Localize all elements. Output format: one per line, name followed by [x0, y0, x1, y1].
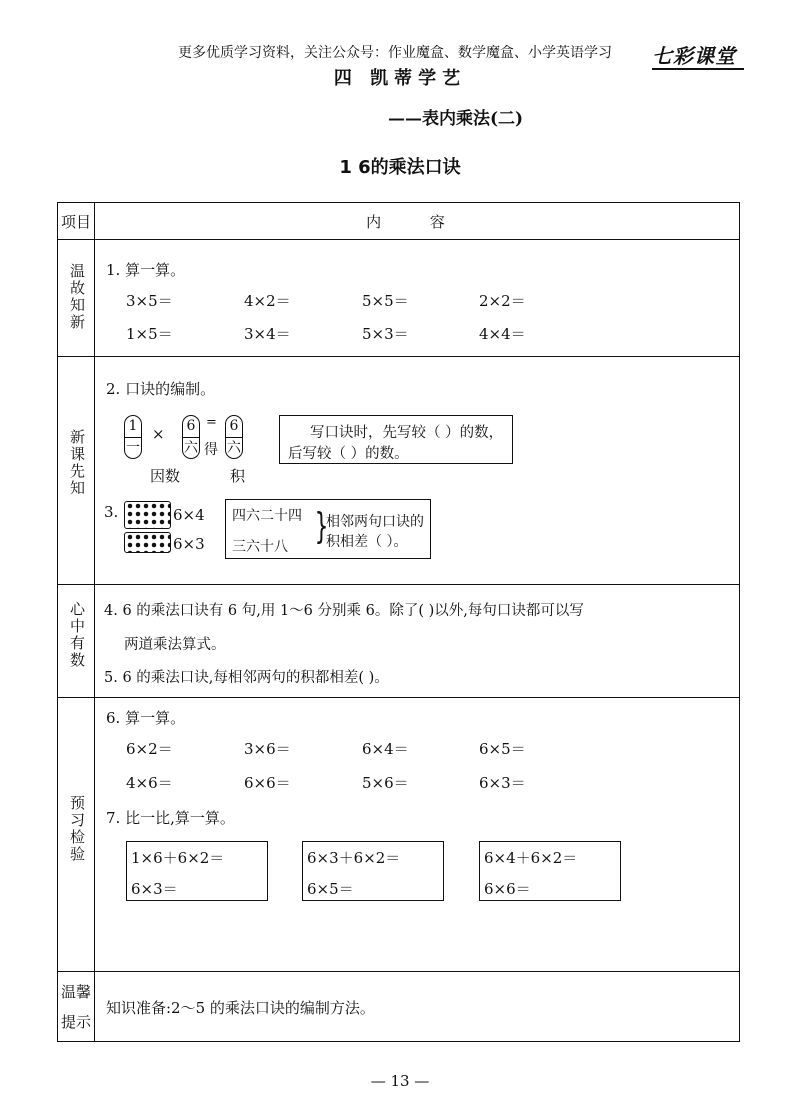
question-5: 5. 6 的乘法口诀,每相邻两句的积都相差( )。	[104, 670, 389, 686]
section-label-review: 温故知新	[68, 263, 86, 331]
product-word: 六	[227, 440, 241, 456]
compare-line-1: 6×4＋6×2＝	[484, 849, 578, 867]
note-line-2: 积相差（ ）。	[326, 534, 408, 550]
q3-expr-2: 6×3	[173, 535, 205, 553]
factor-label: 因数	[150, 467, 181, 485]
dot-array-6x3	[124, 532, 171, 553]
q6-expr: 6×5＝	[479, 740, 526, 758]
col-header-content: 内 容	[366, 213, 467, 231]
rhyme-line-1: 四六二十四	[232, 508, 302, 524]
factor-2-capsule	[182, 415, 200, 459]
q6-expr: 6×6＝	[244, 774, 291, 792]
q6-expr: 4×6＝	[126, 774, 173, 792]
compare-line-2: 6×6＝	[484, 880, 531, 898]
row-divider	[58, 584, 739, 585]
rhyme-line-2: 三六十八	[232, 539, 288, 555]
factor-1-word: 一	[126, 440, 140, 456]
compare-line-2: 6×5＝	[307, 880, 354, 898]
section-label-new-lesson: 新课先知	[68, 429, 86, 497]
q6-expr: 3×6＝	[244, 740, 291, 758]
column-divider	[94, 203, 95, 1041]
q1-expr: 2×2＝	[479, 292, 526, 310]
q6-expr: 6×4＝	[362, 740, 409, 758]
q1-expr: 5×3＝	[362, 325, 409, 343]
q6-expr: 5×6＝	[362, 774, 409, 792]
worksheet-table	[57, 202, 740, 1042]
equals-sign: =	[206, 415, 217, 430]
page-number: — 13 —	[370, 1072, 430, 1090]
factor-2-word: 六	[184, 440, 198, 456]
question-4-line-2: 两道乘法算式。	[124, 637, 226, 653]
rule-line-1: 写口诀时，先写较（ ）的数，	[310, 425, 504, 441]
question-7-title: 7. 比一比,算一算。	[106, 809, 235, 827]
lesson-title: 1 6的乘法口诀	[339, 157, 461, 178]
q1-expr: 3×4＝	[244, 325, 291, 343]
compare-box-1	[126, 841, 268, 901]
factor-2-digit: 6	[183, 416, 199, 438]
factor-1-capsule	[124, 415, 142, 459]
question-6-title: 6. 算一算。	[106, 709, 186, 727]
col-header-item: 项目	[60, 213, 91, 231]
q1-expr: 5×5＝	[362, 292, 409, 310]
q1-expr: 4×2＝	[244, 292, 291, 310]
section-label-preview: 预习检验	[68, 795, 86, 863]
compare-box-2	[302, 841, 444, 901]
compare-box-3	[479, 841, 621, 901]
q1-expr: 4×4＝	[479, 325, 526, 343]
note-line-1: 相邻两句口诀的	[326, 514, 424, 530]
row-divider	[58, 356, 739, 357]
section-label-tip-1: 温馨	[60, 983, 91, 1001]
times-sign: ×	[152, 425, 165, 443]
section-label-mindful: 心中有数	[68, 601, 86, 669]
row-divider	[58, 971, 739, 972]
brand-logo: 七彩课堂	[652, 44, 736, 68]
compare-line-2: 6×3＝	[131, 880, 178, 898]
q6-expr: 6×3＝	[479, 774, 526, 792]
compare-line-1: 6×3＋6×2＝	[307, 849, 401, 867]
product-label: 积	[230, 467, 246, 485]
curly-brace: }	[314, 506, 329, 547]
unit-subtitle: ——表内乘法(二)	[388, 109, 524, 129]
question-2-title: 2. 口诀的编制。	[106, 380, 216, 398]
question-4-line-1: 4. 6 的乘法口诀有 6 句,用 1～6 分别乘 6。除了( )以外,每句口诀都可以写	[104, 603, 584, 619]
rhyme-box	[225, 499, 431, 559]
q1-expr: 3×5＝	[126, 292, 173, 310]
rule-line-2: 后写较（ ）的数。	[288, 446, 409, 462]
promo-banner: 更多优质学习资料，关注公众号：作业魔盒、数学魔盒、小学英语学习	[178, 45, 612, 61]
de-char: 得	[204, 442, 218, 458]
row-divider	[58, 697, 739, 698]
question-3-number: 3.	[104, 503, 119, 521]
q6-expr: 6×2＝	[126, 740, 173, 758]
section-label-tip-2: 提示	[60, 1013, 91, 1031]
compare-line-1: 1×6＋6×2＝	[131, 849, 225, 867]
product-digit: 6	[226, 416, 242, 438]
q1-expr: 1×5＝	[126, 325, 173, 343]
unit-title: 四 凯蒂学艺	[333, 68, 467, 89]
dot-array-6x4	[124, 501, 171, 529]
factor-1-digit: 1	[125, 416, 141, 438]
rule-box	[279, 415, 513, 464]
tip-text: 知识准备:2～5 的乘法口诀的编制方法。	[106, 999, 375, 1017]
question-1-title: 1. 算一算。	[106, 261, 186, 279]
row-divider	[58, 239, 739, 240]
product-capsule	[225, 415, 243, 459]
q3-expr-1: 6×4	[173, 506, 205, 524]
